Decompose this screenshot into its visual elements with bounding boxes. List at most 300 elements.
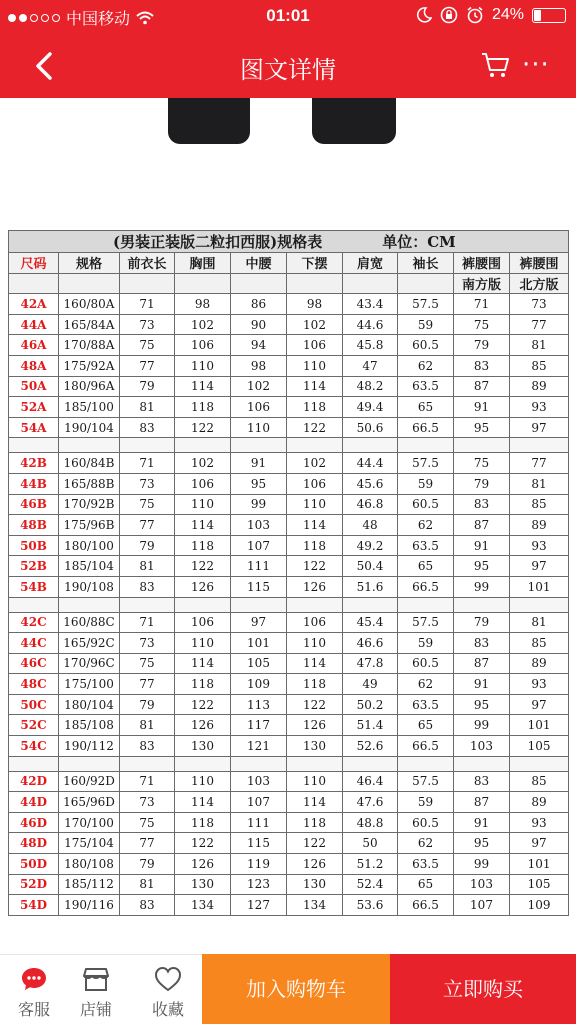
table-cell: 118 <box>175 535 231 556</box>
table-cell: 110 <box>287 494 343 515</box>
subheader-cell <box>398 273 454 294</box>
add-to-cart-button[interactable]: 加入购物车 <box>202 954 390 1024</box>
table-cell: 91 <box>454 397 510 418</box>
separator-cell <box>9 597 59 612</box>
product-image-bottom <box>0 98 576 148</box>
table-cell: 83 <box>120 576 175 597</box>
table-cell: 113 <box>231 694 287 715</box>
table-cell: 106 <box>175 473 231 494</box>
detail-content[interactable] <box>0 98 576 954</box>
battery-percent: 24% <box>491 6 524 23</box>
table-cell: 45.4 <box>343 612 398 633</box>
table-cell: 122 <box>175 694 231 715</box>
separator-cell <box>120 438 175 453</box>
table-cell: 60.5 <box>398 812 454 833</box>
table-cell: 48 <box>343 515 398 536</box>
subheader-cell: 北方版 <box>510 273 569 294</box>
table-row <box>9 674 569 695</box>
size-code-cell: 42B <box>9 453 59 474</box>
table-cell: 118 <box>287 397 343 418</box>
table-cell: 59 <box>398 314 454 335</box>
separator-cell <box>454 756 510 771</box>
table-cell: 115 <box>231 576 287 597</box>
separator-cell <box>59 597 120 612</box>
table-row <box>9 895 569 916</box>
subheader-cell <box>9 273 59 294</box>
separator-cell <box>343 438 398 453</box>
table-cell: 73 <box>120 633 175 654</box>
table-cell: 126 <box>287 576 343 597</box>
table-cell: 110 <box>287 771 343 792</box>
table-cell: 43.4 <box>343 294 398 315</box>
table-cell: 122 <box>287 833 343 854</box>
table-cell: 97 <box>510 833 569 854</box>
table-cell: 49.4 <box>343 397 398 418</box>
table-cell: 115 <box>231 833 287 854</box>
table-cell: 83 <box>454 771 510 792</box>
store-icon <box>82 965 110 993</box>
header-cell: 尺码 <box>9 253 59 274</box>
table-cell: 77 <box>120 355 175 376</box>
table-cell: 85 <box>510 771 569 792</box>
table-cell: 134 <box>287 895 343 916</box>
table-cell: 95 <box>454 556 510 577</box>
moon-icon <box>416 7 432 23</box>
tab-store[interactable] <box>68 955 124 1025</box>
size-code-cell: 50D <box>9 854 59 875</box>
table-cell: 101 <box>510 576 569 597</box>
separator-cell <box>454 438 510 453</box>
table-row <box>9 515 569 536</box>
table-row <box>9 736 569 757</box>
table-cell: 175/100 <box>59 674 120 695</box>
size-code-cell: 50B <box>9 535 59 556</box>
battery-fill <box>534 10 541 21</box>
header-cell: 胸围 <box>175 253 231 274</box>
table-cell: 97 <box>510 694 569 715</box>
table-cell: 114 <box>287 792 343 813</box>
table-cell: 66.5 <box>398 576 454 597</box>
table-cell: 106 <box>287 335 343 356</box>
header-cell: 肩宽 <box>343 253 398 274</box>
table-cell: 71 <box>120 771 175 792</box>
table-cell: 77 <box>510 314 569 335</box>
separator-cell <box>287 756 343 771</box>
table-cell: 122 <box>287 694 343 715</box>
table-row <box>9 715 569 736</box>
table-cell: 65 <box>398 397 454 418</box>
size-code-cell: 44B <box>9 473 59 494</box>
group-separator-row <box>9 438 569 453</box>
table-cell: 185/112 <box>59 874 120 895</box>
subheader-cell <box>175 273 231 294</box>
table-title-row <box>9 231 569 253</box>
table-cell: 103 <box>231 515 287 536</box>
table-row <box>9 376 569 397</box>
table-cell: 180/100 <box>59 535 120 556</box>
table-cell: 97 <box>510 556 569 577</box>
table-cell: 50.6 <box>343 417 398 438</box>
table-cell: 79 <box>120 376 175 397</box>
table-cell: 121 <box>231 736 287 757</box>
table-cell: 89 <box>510 515 569 536</box>
table-cell: 51.4 <box>343 715 398 736</box>
table-cell: 97 <box>231 612 287 633</box>
table-cell: 114 <box>287 653 343 674</box>
table-cell: 81 <box>120 715 175 736</box>
table-cell: 114 <box>175 515 231 536</box>
table-cell: 114 <box>175 376 231 397</box>
size-code-cell: 48D <box>9 833 59 854</box>
group-separator-row <box>9 597 569 612</box>
table-cell: 48.2 <box>343 376 398 397</box>
table-cell: 81 <box>120 397 175 418</box>
table-cell: 93 <box>510 397 569 418</box>
table-cell: 160/88C <box>59 612 120 633</box>
table-cell: 99 <box>454 854 510 875</box>
table-cell: 175/92A <box>59 355 120 376</box>
table-cell: 62 <box>398 355 454 376</box>
separator-cell <box>231 438 287 453</box>
table-cell: 101 <box>510 715 569 736</box>
size-code-cell: 52C <box>9 715 59 736</box>
size-code-cell: 54C <box>9 736 59 757</box>
table-cell: 66.5 <box>398 736 454 757</box>
table-cell: 75 <box>120 653 175 674</box>
table-cell: 118 <box>287 535 343 556</box>
table-row <box>9 294 569 315</box>
table-cell: 170/88A <box>59 335 120 356</box>
table-row <box>9 854 569 875</box>
table-cell: 103 <box>454 736 510 757</box>
separator-cell <box>343 756 398 771</box>
table-cell: 83 <box>454 494 510 515</box>
table-cell: 126 <box>175 576 231 597</box>
table-cell: 106 <box>231 397 287 418</box>
table-cell: 65 <box>398 715 454 736</box>
table-cell: 89 <box>510 653 569 674</box>
table-cell: 51.2 <box>343 854 398 875</box>
separator-cell <box>510 597 569 612</box>
separator-cell <box>120 756 175 771</box>
table-cell: 59 <box>398 473 454 494</box>
table-cell: 87 <box>454 376 510 397</box>
separator-cell <box>175 597 231 612</box>
table-cell: 122 <box>175 833 231 854</box>
table-cell: 102 <box>231 376 287 397</box>
table-cell: 103 <box>231 771 287 792</box>
table-cell: 50 <box>343 833 398 854</box>
separator-cell <box>287 597 343 612</box>
table-cell: 190/104 <box>59 417 120 438</box>
table-cell: 165/96D <box>59 792 120 813</box>
table-cell: 95 <box>231 473 287 494</box>
table-cell: 126 <box>287 715 343 736</box>
table-cell: 99 <box>454 576 510 597</box>
table-row <box>9 556 569 577</box>
table-cell: 77 <box>510 453 569 474</box>
status-bar <box>0 0 576 34</box>
battery-icon <box>532 8 566 23</box>
tab-customer-service-label: 客服 <box>17 1000 50 1019</box>
table-cell: 59 <box>398 633 454 654</box>
separator-cell <box>9 756 59 771</box>
table-cell: 47.8 <box>343 653 398 674</box>
table-cell: 110 <box>287 355 343 376</box>
table-cell: 50.4 <box>343 556 398 577</box>
table-cell: 180/104 <box>59 694 120 715</box>
table-cell: 46.6 <box>343 633 398 654</box>
table-cell: 111 <box>231 812 287 833</box>
table-cell: 127 <box>231 895 287 916</box>
table-cell: 98 <box>231 355 287 376</box>
table-row <box>9 633 569 654</box>
table-row <box>9 833 569 854</box>
table-cell: 95 <box>454 833 510 854</box>
size-code-cell: 44C <box>9 633 59 654</box>
table-cell: 160/92D <box>59 771 120 792</box>
table-cell: 85 <box>510 355 569 376</box>
table-cell: 53.6 <box>343 895 398 916</box>
table-row <box>9 874 569 895</box>
table-cell: 106 <box>287 612 343 633</box>
table-row <box>9 397 569 418</box>
table-cell: 60.5 <box>398 335 454 356</box>
table-cell: 94 <box>231 335 287 356</box>
table-cell: 79 <box>454 335 510 356</box>
table-cell: 122 <box>287 556 343 577</box>
separator-cell <box>343 597 398 612</box>
table-cell: 91 <box>454 812 510 833</box>
table-cell: 170/92B <box>59 494 120 515</box>
tab-favorite[interactable] <box>140 955 196 1025</box>
table-row <box>9 694 569 715</box>
table-cell: 85 <box>510 633 569 654</box>
tab-store-label: 店铺 <box>79 1000 112 1019</box>
table-cell: 65 <box>398 556 454 577</box>
table-cell: 91 <box>454 535 510 556</box>
table-cell: 119 <box>231 854 287 875</box>
table-cell: 71 <box>120 294 175 315</box>
table-cell: 65 <box>398 874 454 895</box>
table-cell: 126 <box>287 854 343 875</box>
size-code-cell: 42A <box>9 294 59 315</box>
table-cell: 90 <box>231 314 287 335</box>
table-cell: 81 <box>510 473 569 494</box>
size-code-cell: 48B <box>9 515 59 536</box>
table-cell: 89 <box>510 792 569 813</box>
table-cell: 106 <box>287 473 343 494</box>
table-row <box>9 535 569 556</box>
table-cell: 180/108 <box>59 854 120 875</box>
separator-cell <box>398 756 454 771</box>
table-cell: 102 <box>175 314 231 335</box>
table-cell: 118 <box>287 674 343 695</box>
table-cell: 79 <box>120 694 175 715</box>
table-cell: 98 <box>175 294 231 315</box>
lock-rotation-icon <box>440 6 458 24</box>
size-code-cell: 50C <box>9 694 59 715</box>
table-cell: 114 <box>175 792 231 813</box>
table-cell: 185/108 <box>59 715 120 736</box>
table-cell: 47 <box>343 355 398 376</box>
table-cell: 99 <box>231 494 287 515</box>
table-cell: 63.5 <box>398 694 454 715</box>
table-cell: 190/108 <box>59 576 120 597</box>
table-cell: 81 <box>120 874 175 895</box>
table-cell: 110 <box>287 633 343 654</box>
table-cell: 77 <box>120 833 175 854</box>
buy-now-button[interactable]: 立即购买 <box>390 954 576 1024</box>
more-dots-icon[interactable]: ··· <box>522 50 550 80</box>
heart-icon <box>154 965 182 993</box>
size-code-cell: 46A <box>9 335 59 356</box>
table-row <box>9 494 569 515</box>
table-cell: 109 <box>231 674 287 695</box>
table-cell: 130 <box>175 736 231 757</box>
table-cell: 130 <box>287 874 343 895</box>
table-cell: 57.5 <box>398 612 454 633</box>
table-cell: 95 <box>454 694 510 715</box>
page-title: 图文详情 <box>240 56 336 84</box>
table-cell: 60.5 <box>398 653 454 674</box>
table-cell: 190/116 <box>59 895 120 916</box>
status-right <box>416 6 566 24</box>
cart-icon[interactable] <box>480 50 510 80</box>
table-cell: 114 <box>287 376 343 397</box>
table-cell: 45.8 <box>343 335 398 356</box>
table-cell: 81 <box>510 335 569 356</box>
size-code-cell: 52B <box>9 556 59 577</box>
table-cell: 85 <box>510 494 569 515</box>
separator-cell <box>175 438 231 453</box>
table-cell: 106 <box>175 612 231 633</box>
table-cell: 114 <box>287 515 343 536</box>
separator-cell <box>231 597 287 612</box>
table-cell: 91 <box>454 674 510 695</box>
header-cell: 下摆 <box>287 253 343 274</box>
table-cell: 75 <box>454 314 510 335</box>
subheader-cell <box>287 273 343 294</box>
table-cell: 111 <box>231 556 287 577</box>
table-cell: 48.8 <box>343 812 398 833</box>
table-cell: 73 <box>120 473 175 494</box>
table-cell: 190/112 <box>59 736 120 757</box>
table-row <box>9 576 569 597</box>
size-code-cell: 48A <box>9 355 59 376</box>
separator-cell <box>175 756 231 771</box>
table-cell: 101 <box>510 854 569 875</box>
table-cell: 57.5 <box>398 453 454 474</box>
table-cell: 49 <box>343 674 398 695</box>
separator-cell <box>510 756 569 771</box>
table-cell: 45.6 <box>343 473 398 494</box>
table-row <box>9 812 569 833</box>
size-code-cell: 52A <box>9 397 59 418</box>
table-cell: 93 <box>510 535 569 556</box>
table-cell: 63.5 <box>398 376 454 397</box>
table-row <box>9 653 569 674</box>
table-subheader-row <box>9 273 569 294</box>
table-cell: 81 <box>120 556 175 577</box>
table-cell: 44.4 <box>343 453 398 474</box>
size-code-cell: 48C <box>9 674 59 695</box>
table-cell: 107 <box>231 792 287 813</box>
table-cell: 62 <box>398 674 454 695</box>
table-cell: 83 <box>120 417 175 438</box>
table-cell: 160/84B <box>59 453 120 474</box>
size-code-cell: 44A <box>9 314 59 335</box>
table-cell: 46.4 <box>343 771 398 792</box>
table-cell: 118 <box>175 812 231 833</box>
size-code-cell: 46B <box>9 494 59 515</box>
table-cell: 118 <box>175 674 231 695</box>
status-time: 01:01 <box>266 6 310 25</box>
tab-customer-service[interactable] <box>6 955 62 1025</box>
subheader-cell <box>120 273 175 294</box>
header-cell: 袖长 <box>398 253 454 274</box>
table-row <box>9 771 569 792</box>
size-code-cell: 52D <box>9 874 59 895</box>
table-cell: 175/96B <box>59 515 120 536</box>
table-cell: 83 <box>120 736 175 757</box>
table-cell: 91 <box>231 453 287 474</box>
group-separator-row <box>9 756 569 771</box>
table-cell: 60.5 <box>398 494 454 515</box>
size-code-cell: 42D <box>9 771 59 792</box>
tab-favorite-label: 收藏 <box>151 1000 184 1019</box>
trouser-leg-left <box>168 98 250 144</box>
size-code-cell: 46C <box>9 653 59 674</box>
separator-cell <box>454 597 510 612</box>
table-cell: 165/92C <box>59 633 120 654</box>
header-cell: 裤腰围 <box>510 253 569 274</box>
table-cell: 52.4 <box>343 874 398 895</box>
table-cell: 49.2 <box>343 535 398 556</box>
table-cell: 122 <box>175 556 231 577</box>
table-cell: 102 <box>287 453 343 474</box>
separator-cell <box>59 756 120 771</box>
table-cell: 73 <box>510 294 569 315</box>
table-cell: 160/80A <box>59 294 120 315</box>
separator-cell <box>398 597 454 612</box>
header-cell: 前衣长 <box>120 253 175 274</box>
table-cell: 107 <box>454 895 510 916</box>
table-cell: 122 <box>175 417 231 438</box>
table-cell: 86 <box>231 294 287 315</box>
chat-bubble-icon <box>20 965 48 993</box>
separator-cell <box>510 438 569 453</box>
subheader-cell <box>343 273 398 294</box>
table-cell: 89 <box>510 376 569 397</box>
table-cell: 44.6 <box>343 314 398 335</box>
table-cell: 103 <box>454 874 510 895</box>
table-header-row <box>9 253 569 274</box>
table-cell: 130 <box>175 874 231 895</box>
header-cell: 中腰 <box>231 253 287 274</box>
separator-cell <box>231 756 287 771</box>
table-cell: 123 <box>231 874 287 895</box>
table-cell: 77 <box>120 674 175 695</box>
table-cell: 66.5 <box>398 417 454 438</box>
table-cell: 185/100 <box>59 397 120 418</box>
table-cell: 57.5 <box>398 294 454 315</box>
table-cell: 62 <box>398 833 454 854</box>
table-cell: 98 <box>287 294 343 315</box>
subheader-cell <box>231 273 287 294</box>
table-cell: 46.8 <box>343 494 398 515</box>
table-cell: 126 <box>175 854 231 875</box>
